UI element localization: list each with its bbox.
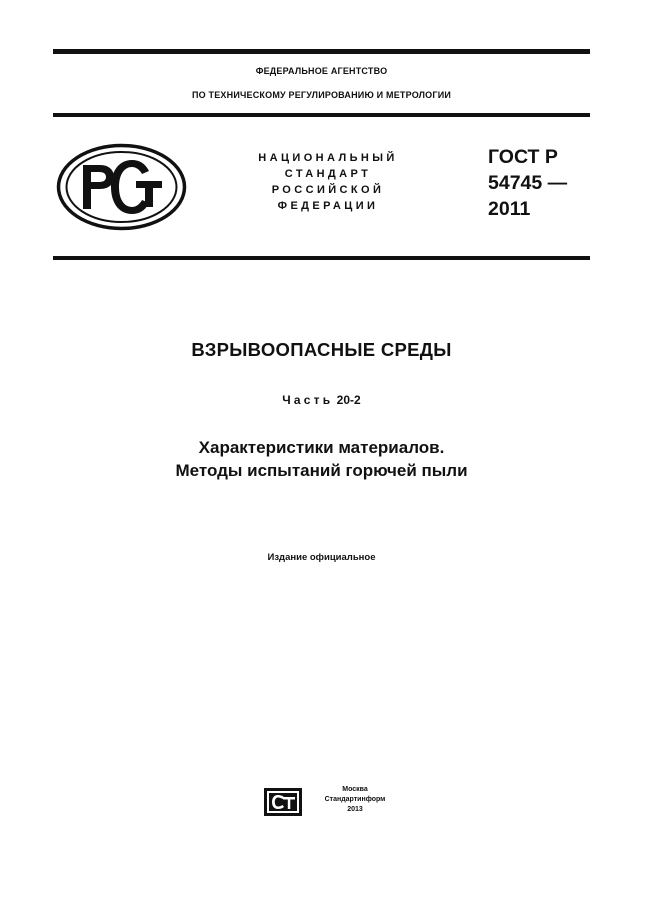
subtitle-line-1: Характеристики материалов. [198,438,445,457]
national-standard-label [228,150,428,214]
designation-line-2: 54745 — [488,172,568,194]
top-rule [53,49,590,54]
part-word: Часть [282,393,334,407]
national-standard-line-3: РОССИЙСКОЙ [271,184,385,196]
standard-designation [488,144,598,222]
agency-name-line-2: ПО ТЕХНИЧЕСКОМУ РЕГУЛИРОВАНИЮ И МЕТРОЛОГИИ [191,90,452,100]
national-standard-line-4: ФЕДЕРАЦИИ [277,200,379,212]
part-number: 20-2 [336,393,361,407]
publisher-imprint [306,785,404,815]
designation-line-1: ГОСТ Р [488,146,558,168]
rst-certification-mark-icon [56,143,187,231]
publisher-name: Стандартинформ [324,796,386,803]
bottom-rule [53,256,590,260]
designation-line-3: 2011 [488,198,531,220]
document-title: ВЗРЫВООПАСНЫЕ СРЕДЫ [191,339,452,360]
agency-name-line-1: ФЕДЕРАЛЬНОЕ АГЕНТСТВО [255,66,388,76]
part-label [53,393,590,407]
national-standard-line-2: СТАНДАРТ [284,168,372,180]
publication-year: 2013 [347,806,363,813]
standartinform-logo-icon [263,787,303,817]
national-standard-line-1: НАЦИОНАЛЬНЫЙ [258,152,398,164]
publisher-city: Москва [342,786,368,793]
middle-rule [53,113,590,117]
subtitle-line-2: Методы испытаний горючей пыли [175,461,468,480]
document-subtitle [53,436,590,482]
edition-note: Издание официальное [267,552,376,563]
